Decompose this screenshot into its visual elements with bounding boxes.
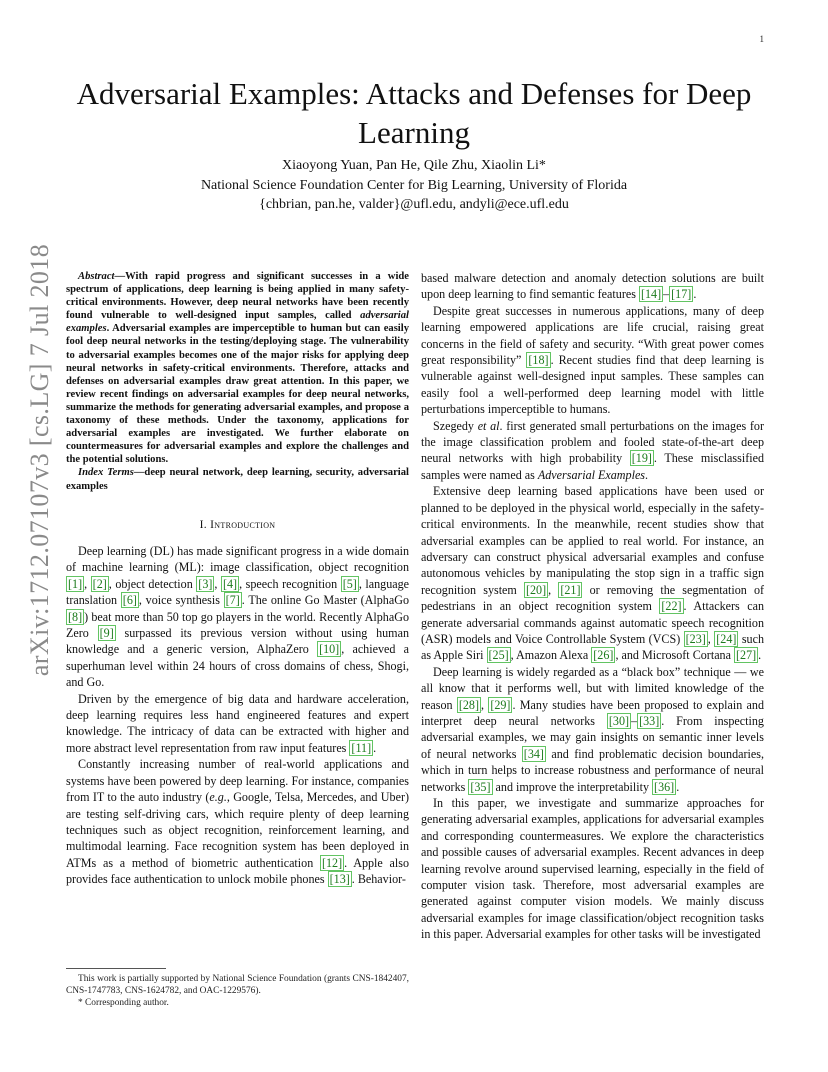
- citation-link[interactable]: [14]: [640, 287, 662, 302]
- citation-link[interactable]: [25]: [488, 648, 509, 663]
- index-terms-label: Index Terms: [78, 467, 134, 479]
- footnotes: [66, 973, 409, 1010]
- intro-paragraph-1: Deep learning (DL) has made significant progress in a wide domain of machine learning (ML): image classification, object recognition [1] , [2] , object detection [3] , [4] , speech recognition [5] , language translation [6] , voice synthesis [7] . The online Go Master (AlphaGo [8] ) beat more than 50 top go players in the world. Recently AlphaGo Zero [9] surpassed its previous version without using human knowledge and a generic version, AlphaZero [10] , achieved a superhuman level within 24 hours of cross domains of chess, Shogi, and Go.: [66, 544, 410, 690]
- intro-paragraph-5: Despite great successes in numerous applications, many of deep learning empowered applications are life crucial, raising great concerns in the field of safety and security. “With great power comes great responsibility” [18] . Recent studies find that deep learning is vulnerable against well-designed input samples. These samples can easily fool a well-performed deep learning model with little perturbations imperceptible to humans.: [421, 303, 764, 417]
- intro-paragraph-7: Extensive deep learning based applications have been used or planned to be deployed in the physical world, especially in the safety-critical environments. In the meanwhile, recent studies show that adversarial examples can be applied to real world. For instance, an adversary can construct physical adversarial examples and confuse autonomous vehicles by manipulating the stop sign in a traffic sign recognition system [20] , [21] or removing the segmentation of pedestrians in an object recognition system [22] . Attackers can generate adversarial commands against automatic speech recognition (ASR) models and Voice Controllable System (VCS) [23] , [24] such as Apple Siri [25] , Amazon Alexa [26] , and Microsoft Cortana [27] .: [421, 484, 765, 663]
- citation-link[interactable]: [6]: [122, 593, 137, 608]
- citation-link[interactable]: [23]: [685, 631, 706, 646]
- paper-title: Adversarial Examples: Attacks and Defenses for Deep Learning: [76, 76, 752, 150]
- arxiv-stamp: [0, 0, 60, 1072]
- page-number: 1: [759, 34, 764, 44]
- index-terms: Index Terms—deep neural network, deep learning, security, adversarial examples: [66, 467, 409, 492]
- citation-link[interactable]: [13]: [329, 872, 350, 887]
- citation-link[interactable]: [11]: [351, 740, 372, 755]
- citation-link[interactable]: [9]: [99, 626, 114, 641]
- citation-link[interactable]: [3]: [198, 576, 213, 591]
- citation-link[interactable]: [35]: [470, 779, 491, 794]
- section-heading-introduction: I. Introduction: [199, 517, 276, 531]
- citation-link[interactable]: [10]: [319, 642, 340, 657]
- intro-paragraph-4: based malware detection and anomaly detection solutions are built upon deep learning to find semantic features [14] – [17] .: [421, 271, 764, 302]
- citation-link[interactable]: [22]: [661, 599, 682, 614]
- right-column: [421, 270, 764, 943]
- footnote-divider: [66, 968, 166, 969]
- citation-link[interactable]: [20]: [525, 582, 547, 597]
- arxiv-identifier: arXiv:1712.07107v3 [cs.LG] 7 Jul 2018: [25, 243, 54, 677]
- citation-link[interactable]: [30]: [608, 713, 630, 728]
- citation-link[interactable]: [28]: [458, 697, 479, 712]
- citation-link[interactable]: [34]: [523, 746, 544, 761]
- author-list: Xiaoyong Yuan, Pan He, Qile Zhu, Xiaolin Li*: [282, 158, 546, 173]
- citation-link[interactable]: [29]: [490, 697, 511, 712]
- funding-footnote: This work is partially supported by National Science Foundation (grants CNS-1842407, CNS-1747783, CNS-1624782, and OAC-1229576).: [66, 974, 409, 997]
- citation-link[interactable]: [33]: [639, 713, 660, 728]
- citation-link[interactable]: [17]: [671, 287, 692, 302]
- citation-link[interactable]: [26]: [593, 648, 614, 663]
- citation-link[interactable]: [5]: [342, 576, 357, 591]
- abstract: Abstract—With rapid progress and significant successes in a wide spectrum of applications, deep learning is being applied in many safety-critical environments. However, deep neural networks have been recently found vulnerable to well-designed input samples, called adversarial examples. Adversarial examples are imperceptible to human but can easily fool deep neural networks in the testing/deploying stage. The vulnerability to adversarial examples becomes one of the major risks for applying deep neural networks in safety-critical environments. Therefore, attacks and defenses on adversarial examples draw great attention. In this paper, we review recent findings on adversarial examples for deep neural networks, summarize the methods for generating adversarial examples, and propose a taxonomy of these methods. Under the taxonomy, applications for adversarial examples are investigated. We further elaborate on countermeasures for adversarial examples and explore the challenges and the potential solutions.: [66, 271, 409, 466]
- citation-link[interactable]: [1]: [68, 576, 83, 591]
- intro-paragraph-6: Szegedy et al. first generated small perturbations on the images for the image classification problem and fooled state-of-the-art deep neural networks with high probability [19] . These misclassified samples were named as Adversarial Examples.: [421, 418, 764, 482]
- citation-link[interactable]: [19]: [631, 451, 652, 466]
- citation-link[interactable]: [4]: [222, 576, 238, 591]
- citation-link[interactable]: [12]: [321, 855, 343, 870]
- intro-paragraph-3: Constantly increasing number of real-world applications and systems have been powered by deep learning. For instance, companies from IT to the auto industry (e.g., Google, Telsa, Mercedes, and Uber) are testing self-driving cars, which require plenty of deep learning techniques such as object recognition, reinforcement learning, and multimodal learning. Face recognition system has been deployed in ATMs as a method of biometric authentication [12] . Apple also provides face authentication to unlock mobile phones [13] . Behavior-: [66, 757, 409, 887]
- corresponding-author-footnote: * Corresponding author.: [78, 998, 169, 1009]
- abstract-label: Abstract: [78, 271, 115, 282]
- intro-paragraph-2: Driven by the emergence of big data and hardware acceleration, deep learning requires less hand engineered features and expert knowledge. The intricacy of data can be extracted with higher and more abstract level representation from raw input features [11] .: [66, 691, 409, 755]
- citation-link[interactable]: [18]: [528, 353, 549, 368]
- citation-link[interactable]: [27]: [736, 648, 757, 663]
- citation-link[interactable]: [2]: [92, 576, 107, 591]
- author-emails: {chbrian, pan.he, valder}@ufl.edu, andyli@ece.ufl.edu: [259, 197, 569, 212]
- citation-link[interactable]: [21]: [560, 582, 581, 597]
- intro-paragraph-9: In this paper, we investigate and summarize approaches for generating adversarial examples, applications for adversarial examples and corresponding countermeasures. We explore the characteristics and possible causes of adversarial examples. Recent advances in deep learning revolve around supervised learning, especially in the field of computer vision task. Therefore, most adversarial examples are generated against computer vision models. We mainly discuss adversarial examples for image classification/object recognition tasks in this paper. Adversarial examples for other tasks will be investigated: [421, 796, 764, 942]
- citation-link[interactable]: [7]: [225, 593, 240, 608]
- intro-paragraph-8: Deep learning is widely regarded as a “black box” technique — we all know that it performs well, but with limited knowledge of the reason [28] , [29] . Many studies have been proposed to explain and interpret deep neural networks [30] – [33] . From inspecting adversarial examples, we may gain insights on semantic inner levels of neural networks [34] and find problematic decision boundaries, which in turn helps to increase robustness and performance of neural networks [35] and improve the interpretability [36] .: [421, 664, 764, 794]
- author-affiliation: National Science Foundation Center for Big Learning, University of Florida: [200, 178, 628, 193]
- citation-link[interactable]: [36]: [654, 779, 675, 794]
- citation-link[interactable]: [8]: [68, 609, 83, 624]
- left-column: [66, 270, 409, 888]
- citation-link[interactable]: [24]: [716, 631, 737, 646]
